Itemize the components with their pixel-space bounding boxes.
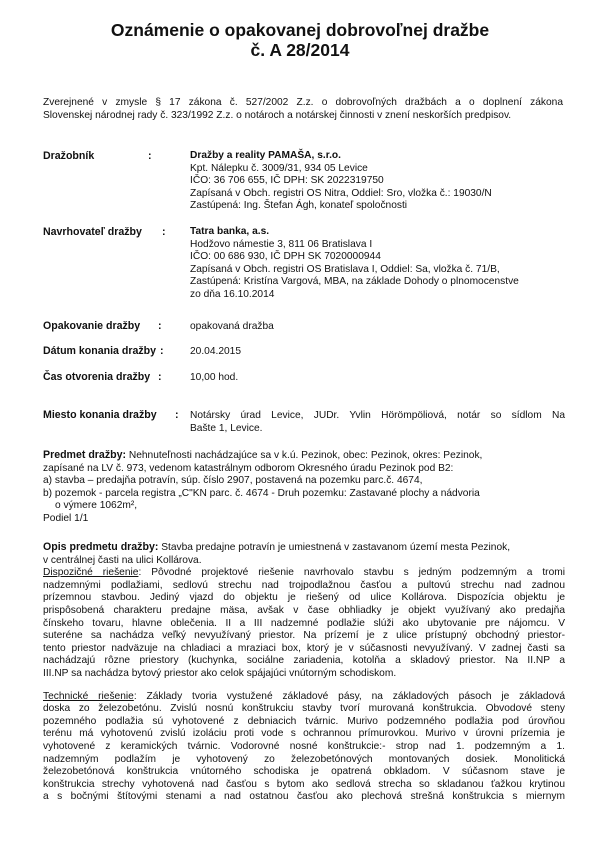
technicke-line-1 — [43, 691, 565, 704]
technicke-line: konštrukcia strechy vyhotovená nad časťou s bytom ako sedlová strecha so skladanou ťažkou krytinou — [43, 778, 565, 790]
opis-line-1 — [43, 541, 565, 555]
datum-value: 20.04.2015 — [190, 346, 241, 357]
predmet-line-1-text: Nehnuteľnosti nachádzajúce sa v k.ú. Pezinok, obec: Pezinok, okres: Pezinok, — [128, 450, 483, 461]
miesto-line-2: Bašte 1, Levice. — [190, 422, 263, 434]
navrhovatel-colon: : — [162, 226, 166, 238]
predmet-item-b: b) pozemok - parcela registra „C"KN parc. č. 4674 - Druh pozemku: Zastavané plochy a nádvoria — [43, 487, 480, 499]
navrhovatel-representative: Zastúpená: Kristína Vargová, MBA, na základe Dohody o plnomocenstve — [190, 276, 519, 288]
navrhovatel-block — [190, 226, 570, 302]
navrhovatel-register: Zapísaná v Obch. registri OS Bratislava I, Oddiel: Sa, vložka č. 71/B, — [190, 263, 500, 275]
drazobnik-register: Zapísaná v Obch. registri OS Nitra, Oddiel: Sro, vložka č.: 19030/N — [190, 187, 492, 199]
opakovanie-colon: : — [158, 320, 162, 332]
technicke-line: doska zo železobetónu. Zvislú nosnú konštrukciu stavby tvorí murovaná konštrukcia. Obvodové steny — [43, 703, 565, 715]
dispozicne-line: nadzemnými podlažiami, sedlovú strechu nad trojpodlažnou časťou a pultovú strechu nad zadnou — [43, 579, 565, 591]
dispozicne-line: tento priestor nadväzuje na chladiaci a mraziaci box, ktorý je v súčasnosti nevyužívaný. V zadnej časti sa — [43, 642, 565, 654]
dispozicne-line: prispôsobená charakteru predajne mäsa, avšak v čase obhliadky je objekt využívaný ako predajňa — [43, 604, 565, 616]
drazobnik-name: Dražby a reality PAMAŠA, s.r.o. — [190, 150, 341, 161]
technicke-line: vyhotovené z keramických tvárnic. Vodorovné nosné konštrukcie:- strop nad 1. podzemným a 1. — [43, 740, 565, 752]
dispozicne-line: prízemnou stavbou. Jediný vjazd do objektu je riešený od ulice Kollárova. Dispozícia objektu je — [43, 592, 565, 604]
opis-section — [43, 541, 565, 804]
cas-colon: : — [158, 371, 162, 383]
dispozicne-line: čínskeho tovaru, hlavne oblečenia. II a III nadzemné podlažie slúži ako ubytovanie pre nájomcu. V — [43, 617, 565, 629]
datum-label: Dátum konania dražby — [43, 345, 157, 357]
opis-line-1-text: Stavba predajne potravín je umiestnená v zastavanom území mesta Pezinok, — [161, 542, 511, 553]
predmet-section — [43, 449, 565, 526]
predmet-line-1 — [43, 449, 565, 463]
title-line-2: č. A 28/2014 — [250, 40, 350, 60]
opakovanie-value: opakovaná dražba — [190, 321, 274, 332]
opakovanie-label: Opakovanie dražby — [43, 320, 141, 332]
predmet-share: Podiel 1/1 — [43, 512, 89, 524]
miesto-label: Miesto konania dražby — [43, 409, 157, 421]
navrhovatel-name: Tatra banka, a.s. — [190, 226, 270, 237]
technicke-line: nadzemným podlažím je vyhotovený zo železobetónových montovaných dosiek. Monolitická — [43, 753, 565, 765]
predmet-line-2: zapísané na LV č. 973, vedenom katastrálnym odborom Okresného úradu Pezinok pod B2: — [43, 462, 454, 474]
technicke-label: Technické riešenie — [43, 690, 134, 702]
technicke-line: terénu má vyhotovenú zvislú izoláciu proti vode s ochrannou prímurovkou. Murivo v úrovni prízemia je — [43, 728, 565, 740]
drazobnik-colon: : — [148, 150, 152, 162]
technicke-riesenie — [43, 691, 565, 804]
opis-line-2: v centrálnej časti na ulici Kollárova. — [43, 554, 202, 566]
drazobnik-representative: Zastúpená: Ing. Štefan Ágh, konateľ spoločnosti — [190, 200, 408, 212]
drazobnik-label: Dražobník — [43, 150, 95, 162]
navrhovatel-address: Hodžovo námestie 3, 811 06 Bratislava I — [190, 238, 373, 250]
predmet-item-a: a) stavba – predajňa potravín, súp. číslo 2907, postavená na pozemku parc.č. 4674, — [43, 475, 423, 487]
datum-colon: : — [160, 345, 164, 357]
dispozicne-label: Dispozičné riešenie — [43, 567, 139, 579]
dispozicne-line-1-text: : Pôvodné projektové riešenie navrhovalo stavbu s jedným podzemným a tromi — [138, 567, 565, 579]
drazobnik-block — [190, 150, 570, 213]
navrhovatel-ico: IČO: 00 686 930, IČ DPH SK 7020000944 — [190, 251, 381, 263]
intro-line-2: Slovenskej národnej rady č. 323/1992 Z.z. o notároch a notárskej činnosti v znení neskorších predpisov. — [43, 109, 512, 121]
dispozicne-line-1 — [43, 567, 565, 580]
predmet-label: Predmet dražby: — [43, 449, 127, 461]
intro-line-1: Zverejnené v zmysle § 17 zákona č. 527/2002 Z.z. o dobrovoľných dražbách a o doplnení zákona — [43, 97, 563, 108]
drazobnik-ico: IČO: 36 706 655, IČ DPH: SK 2022319750 — [190, 175, 384, 187]
dispozicne-line: suteréne sa nachádza veľký nevyužívaný priestor. Na prízemí je z ulice prístupný obchodný priestor- — [43, 630, 565, 642]
drazobnik-address: Kpt. Nálepku č. 3009/31, 934 05 Levice — [190, 162, 368, 174]
title-line-1: Oznámenie o opakovanej dobrovoľnej dražbe — [110, 20, 490, 40]
miesto-colon: : — [175, 409, 179, 421]
opis-label: Opis predmetu dražby: — [43, 541, 159, 553]
dispozicne-line: nachádzajú rôzne priestory (kuchynka, sociálne zariadenia, kotolňa a skladový priestor. Na II.NP a — [43, 655, 565, 667]
technicke-line: pozemného podlažia sú vyhotovené z debniacich tvárnic. Murivo podzemného podlažia pod úrovňou — [43, 715, 565, 727]
dispozicne-riesenie — [43, 567, 565, 668]
cas-value: 10,00 hod. — [190, 372, 239, 383]
technicke-line: železobetónová konštrukcia vnútorného schodiska je opatrená obkladom. V súčasnom stave je — [43, 766, 565, 778]
technicke-line: a s bočnými štítovými stenami a nad ostatnou časťou ako plechová strešná konštrukcia s miernym — [43, 791, 565, 803]
navrhovatel-label: Navrhovateľ dražby — [43, 226, 142, 238]
predmet-item-b-area: o výmere 1062m², — [55, 500, 138, 512]
navrhovatel-date: zo dňa 16.10.2014 — [190, 288, 275, 300]
technicke-line-1-text: : Základy tvoria vystužené základové pásy, na základových pásoch je základová — [133, 690, 565, 702]
miesto-line-1: Notársky úrad Levice, JUDr. Yvlin Hörömpöliová, notár so sídlom Na — [190, 410, 565, 421]
intro-paragraph — [43, 97, 563, 122]
cas-label: Čas otvorenia dražby — [43, 371, 151, 383]
document-title — [0, 20, 600, 60]
dispozicne-last-line: III.NP sa nachádza bytový priestor ako celok spájajúci vnútorným schodiskom. — [43, 667, 397, 679]
miesto-value — [190, 410, 565, 435]
